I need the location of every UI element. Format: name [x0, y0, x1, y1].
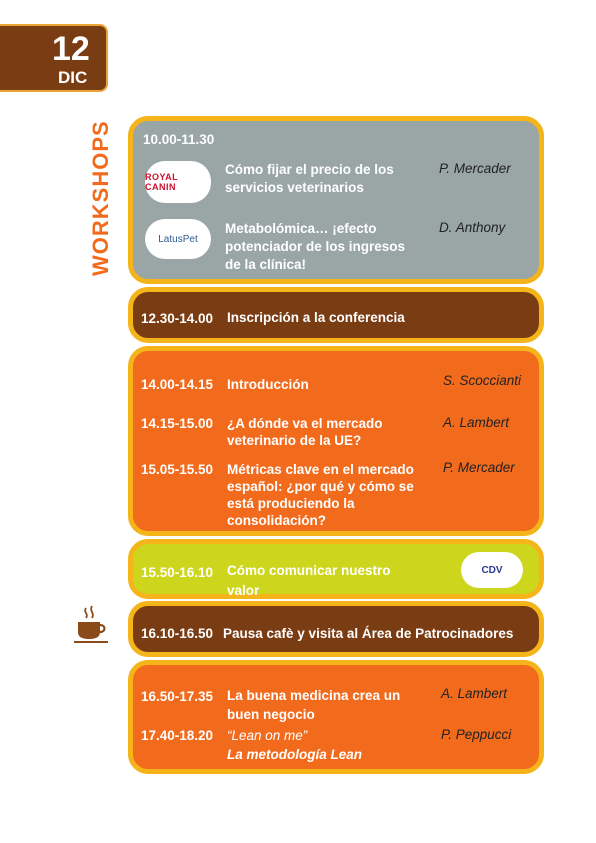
talk-title-line: Introducción: [227, 377, 309, 392]
registration-block: [128, 287, 544, 343]
talk-title-line: buen negocio: [227, 707, 315, 722]
break-block: [128, 601, 544, 657]
speaker-name: P. Mercader: [439, 161, 511, 176]
afternoon-block: [128, 660, 544, 774]
talks-block: [128, 346, 544, 536]
talk-title-line: consolidación?: [227, 513, 327, 528]
date-day: 12: [52, 30, 90, 68]
workshop-title-line: Metabolómica… ¡efecto: [225, 221, 377, 236]
workshops-block: [128, 116, 544, 284]
registration-title: Inscripción a la conferencia: [227, 310, 405, 325]
talk-title-line: ¿A dónde va el mercado: [227, 416, 383, 431]
talk-title-line: español: ¿por qué y cómo se: [227, 479, 414, 494]
speaker-name: P. Peppucci: [441, 727, 512, 742]
workshop-title-line: servicios veterinarios: [225, 180, 364, 195]
latuspet-logo: LatusPet: [145, 219, 211, 259]
speaker-name: P. Mercader: [443, 460, 515, 475]
talk-title-line: La buena medicina crea un: [227, 688, 401, 703]
talk-time: 14.15-15.00: [141, 416, 214, 431]
registration-time: 12.30-14.00: [141, 311, 214, 326]
coffee-cup-icon: [74, 604, 108, 644]
royal-canin-logo: ROYAL CANIN: [145, 161, 211, 203]
communicate-title-line: Cómo comunicar nuestro: [227, 563, 391, 578]
communicate-title-line: valor: [227, 583, 260, 598]
speaker-name: A. Lambert: [441, 686, 508, 701]
speaker-name: D. Anthony: [439, 220, 506, 235]
workshop-title-line: potenciador de los ingresos: [225, 239, 406, 254]
talk-title-line: Métricas clave en el mercado: [227, 462, 414, 477]
talk-title-line: veterinario de la UE?: [227, 433, 362, 448]
talk-time: 14.00-14.15: [141, 377, 214, 392]
talk-title-line: está produciendo la: [227, 496, 355, 511]
workshop-title-line: Cómo fijar el precio de los: [225, 162, 394, 177]
talk-title-line: “Lean on me”: [227, 728, 308, 743]
talk-time: 15.05-15.50: [141, 462, 214, 477]
workshops-time: 10.00-11.30: [143, 132, 215, 147]
cdv-logo: CDV: [461, 552, 523, 588]
date-month: DIC: [58, 68, 88, 87]
communicate-block: [128, 539, 544, 599]
date-badge: [0, 24, 108, 92]
talk-time: 16.50-17.35: [141, 689, 214, 704]
break-time: 16.10-16.50: [141, 626, 214, 641]
talk-title-line: La metodología Lean: [227, 747, 363, 762]
communicate-time: 15.50-16.10: [141, 565, 214, 580]
talk-time: 17.40-18.20: [141, 728, 214, 743]
speaker-name: A. Lambert: [443, 415, 510, 430]
break-title: Pausa cafè y visita al Área de Patrocinadores: [223, 626, 514, 641]
workshops-label: WORKSHOPS: [88, 120, 113, 276]
speaker-name: S. Scoccianti: [443, 373, 522, 388]
workshop-title-line: de la clínica!: [225, 257, 307, 272]
